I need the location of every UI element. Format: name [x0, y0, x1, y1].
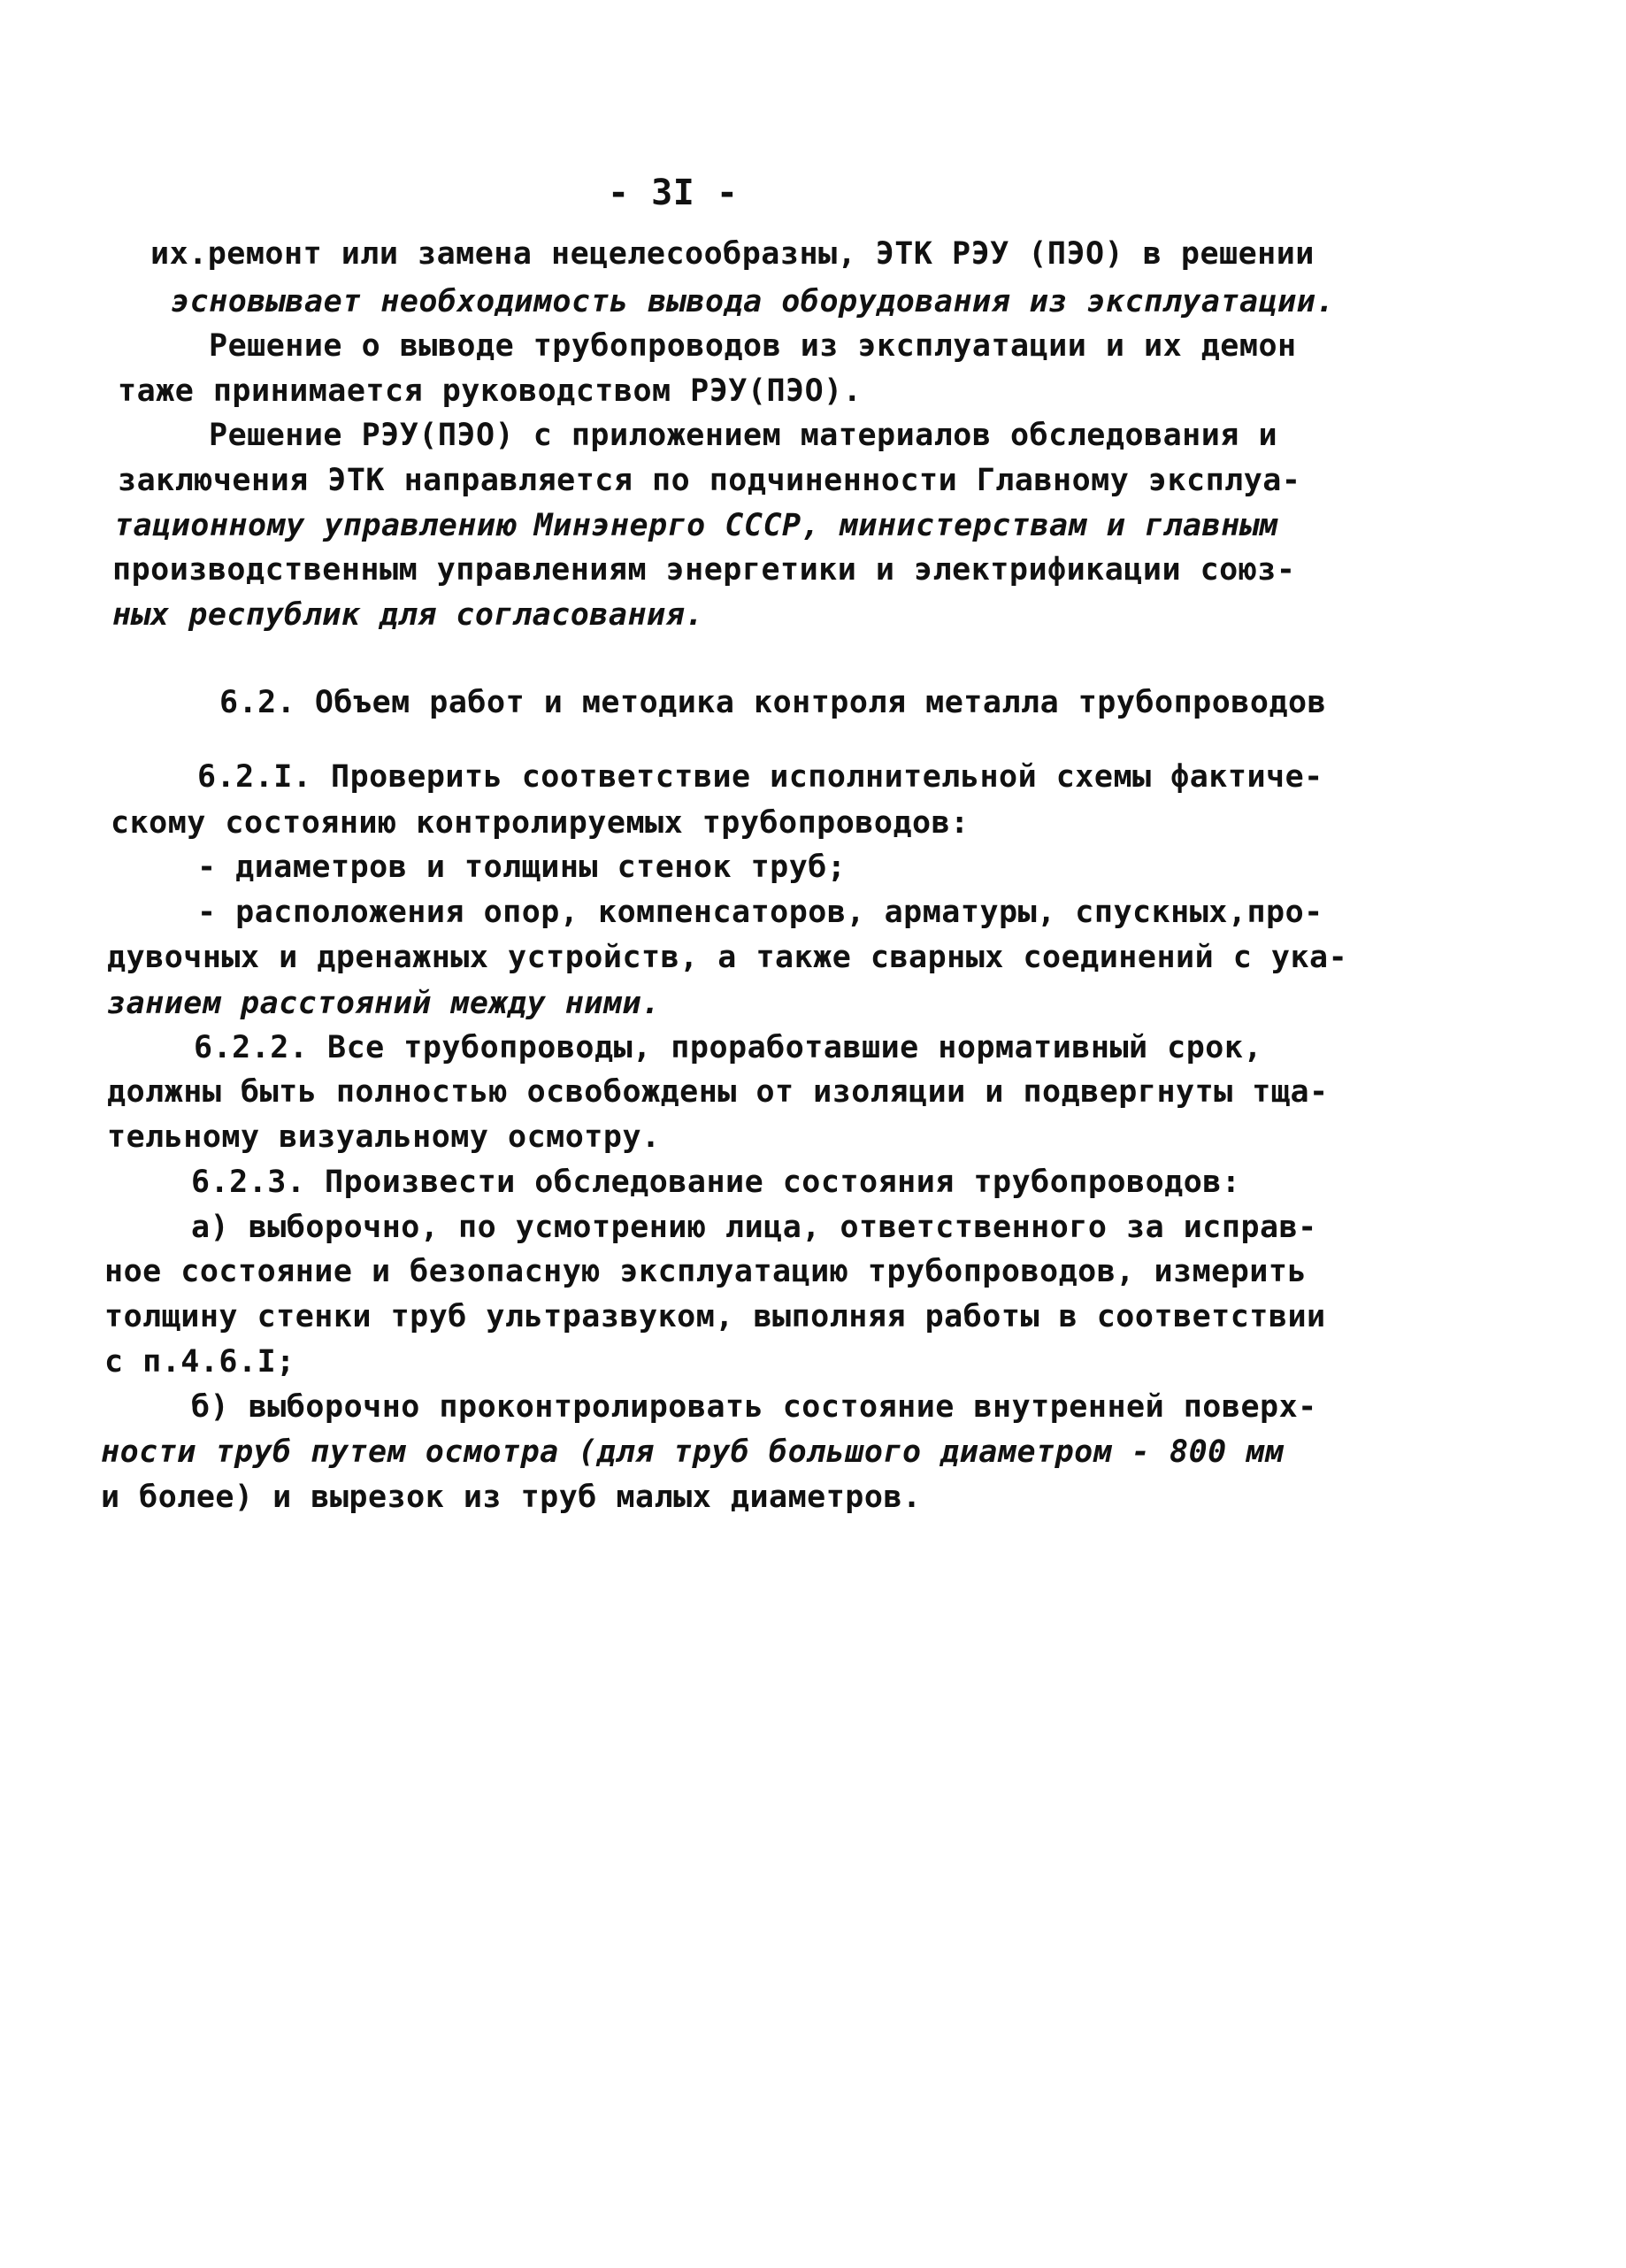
text-line: производственным управлениям энергетики и электрификации союз-	[112, 552, 1296, 588]
text-line: - расположения опор, компенсаторов, арматуры, спускных,про-	[197, 895, 1323, 930]
text-line: Решение о выводе трубопроводов из эксплуатации и их демон	[209, 328, 1297, 364]
text-line: с п.4.6.I;	[104, 1344, 295, 1380]
text-line: должны быть полностью освобождены от изоляции и подвергнуты тща-	[107, 1074, 1329, 1110]
text-line: ное состояние и безопасную эксплуатацию трубопроводов, измерить	[104, 1254, 1308, 1289]
text-line: б) выборочно проконтролировать состояние внутренней поверх-	[191, 1389, 1317, 1425]
text-line: их.ремонт или замена нецелесообразны, ЭТК РЭУ (ПЭО) в решении	[150, 236, 1315, 272]
text-line: тельному визуальному осмотру.	[107, 1119, 661, 1155]
section-heading: 6.2. Объем работ и методика контроля металла трубопроводов	[219, 685, 1327, 720]
text-line: 6.2.2. Все трубопроводы, проработавшие нормативный срок,	[194, 1030, 1263, 1065]
text-line: заключения ЭТК направляется по подчиненности Главному эксплуа-	[118, 463, 1301, 498]
text-line: дувочных и дренажных устройств, а также сварных соединений с ука-	[107, 940, 1348, 975]
text-line: тационному управлению Минэнерго СССР, министерствам и главным	[114, 508, 1278, 543]
text-line: скому состоянию контролируемых трубопроводов:	[111, 805, 970, 841]
text-line: 6.2.I. Проверить соответствие исполнительной схемы фактиче-	[197, 759, 1323, 795]
text-line: таже принимается руководством РЭУ(ПЭО).	[118, 373, 863, 409]
page-number: - 3I -	[608, 173, 739, 213]
text-line: Решение РЭУ(ПЭО) с приложением материалов обследования и	[209, 418, 1278, 453]
text-line: толщину стенки труб ультразвуком, выполняя работы в соответствии	[104, 1299, 1326, 1334]
text-line: а) выборочно, по усмотрению лица, ответственного за исправ-	[191, 1210, 1317, 1245]
text-line: ных республик для согласования.	[112, 597, 704, 633]
text-line: эсновывает необходимость вывода оборудования из эксплуатации.	[171, 284, 1335, 319]
text-line: 6.2.3. Произвести обследование состояния трубопроводов:	[191, 1165, 1241, 1200]
text-line: - диаметров и толщины стенок труб;	[197, 850, 847, 885]
text-line: ности труб путем осмотра (для труб большого диаметром - 800 мм	[101, 1434, 1285, 1470]
text-line: занием расстояний между ними.	[107, 986, 661, 1021]
text-line: и более) и вырезок из труб малых диаметров.	[101, 1480, 922, 1515]
